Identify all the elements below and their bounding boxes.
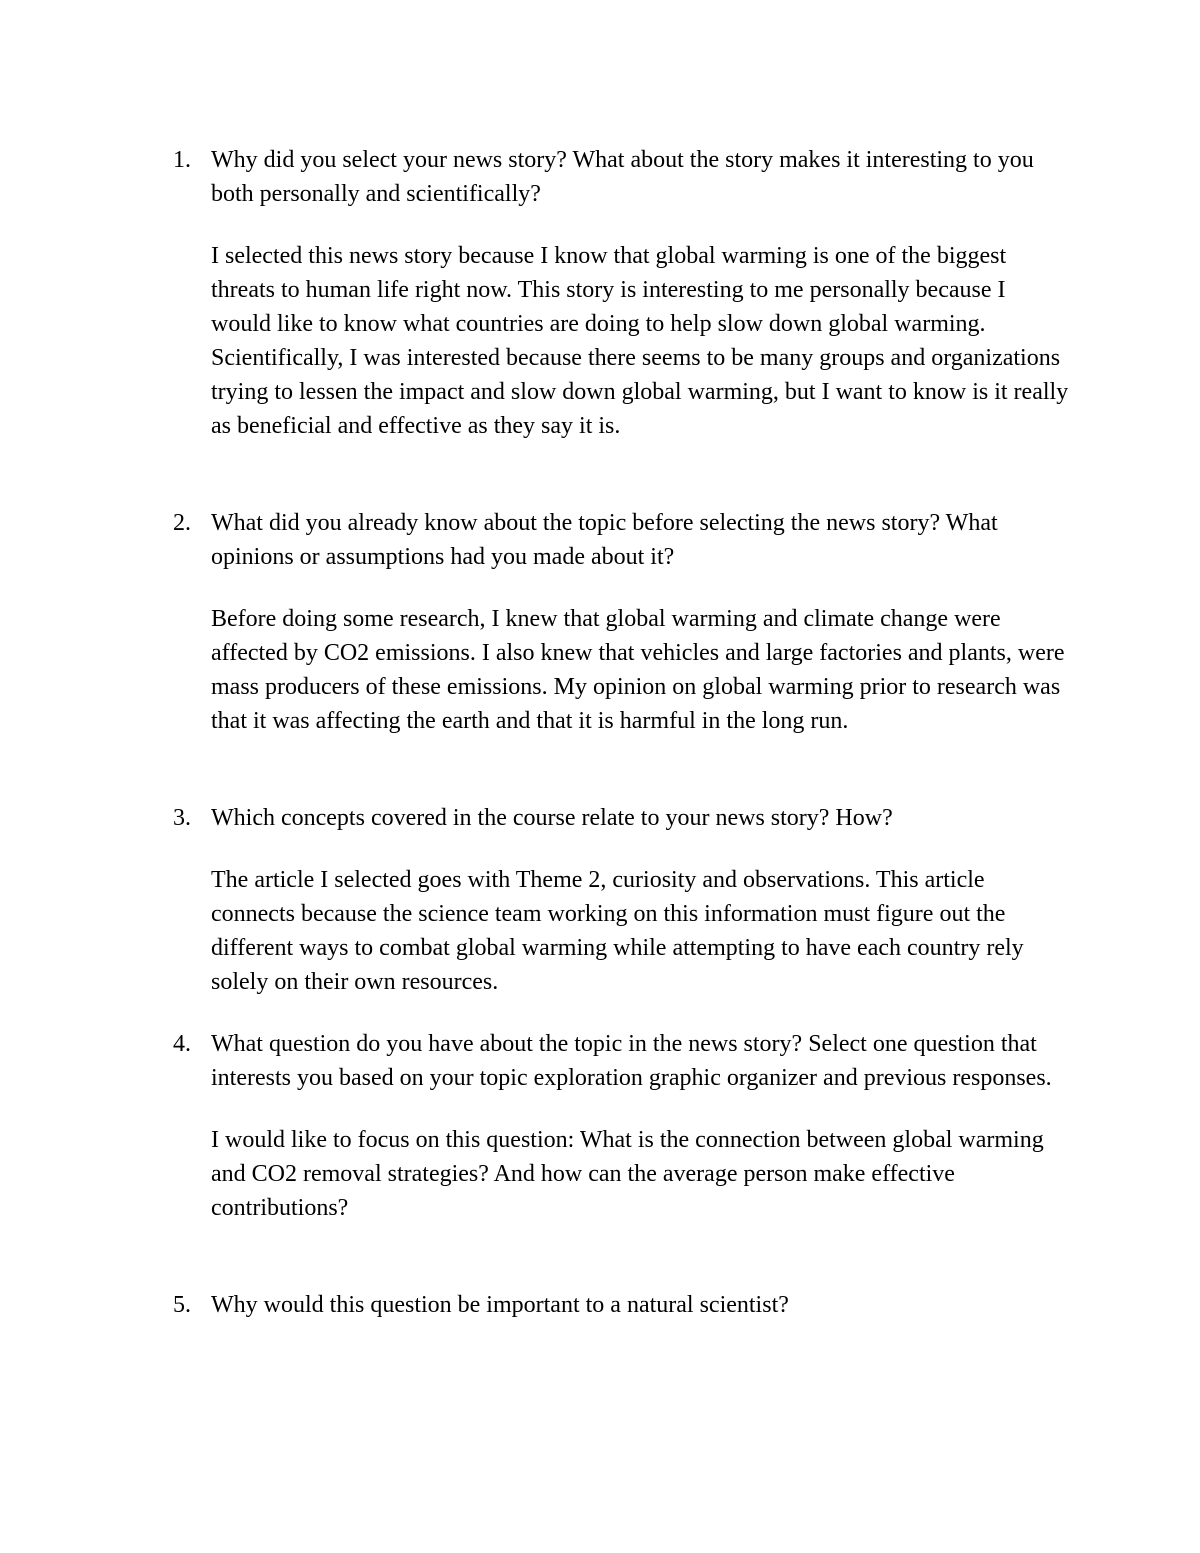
question-text: Why would this question be important to a natural scientist? [211, 1292, 789, 1318]
item-number: 4. [173, 1031, 191, 1057]
item-number: 3. [173, 805, 191, 831]
question-text: What did you already know about the topic before selecting the news story? What opinions or assumptions had you made about it? [211, 510, 998, 570]
question-text: What question do you have about the topic in the news story? Select one question that interests you based on your topic exploration graphic organizer and previous responses. [211, 1031, 1052, 1091]
answer-text: I selected this news story because I know that global warming is one of the biggest threats to human life right now. This story is interesting to me personally because I would like to know what countries are doing to help slow down global warming. Scientifically, I was interested because there seems to be many groups and organizations trying to lessen the impact and slow down global warming, but I want to know is it really as beneficial and effective as they say it is. [211, 243, 1069, 439]
list-item-1 [173, 143, 1071, 443]
item-number: 2. [173, 510, 191, 536]
item-number: 5. [173, 1292, 191, 1318]
answer-text: Before doing some research, I knew that global warming and climate change were affected by CO2 emissions. I also knew that vehicles and large factories and plants, were mass producers of these emissions. My opinion on global warming prior to research was that it was affecting the earth and that it is harmful in the long run. [211, 606, 1065, 734]
answer-text: The article I selected goes with Theme 2, curiosity and observations. This article connects because the science team working on this information must figure out the different ways to combat global warming while attempting to have each country rely solely on their own resources. [211, 867, 1024, 995]
list-item-4 [173, 1027, 1071, 1225]
list-item-2 [173, 506, 1071, 738]
question-text: Which concepts covered in the course relate to your news story? How? [211, 805, 893, 831]
question-text: Why did you select your news story? What about the story makes it interesting to you both personally and scientifically? [211, 147, 1034, 207]
answer-text: I would like to focus on this question: What is the connection between global warming and CO2 removal strategies? And how can the average person make effective contributions? [211, 1127, 1044, 1221]
list-item-3 [173, 801, 1071, 999]
item-number: 1. [173, 147, 191, 173]
list-item-5 [173, 1288, 1071, 1322]
